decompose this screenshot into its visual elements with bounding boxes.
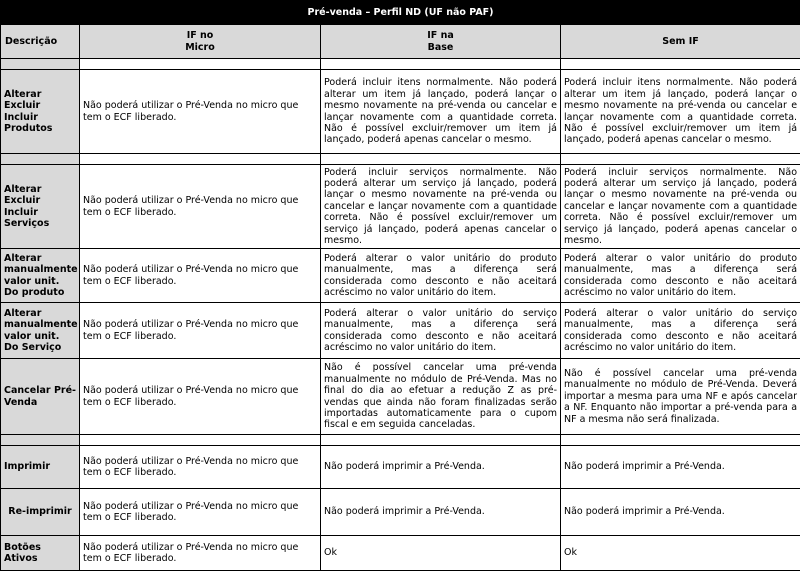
table-row	[1, 165, 800, 249]
header-if-micro	[80, 25, 321, 59]
spacer-cell	[1, 154, 80, 165]
cell-sem-if: Não é possível cancelar uma pré-venda manualmente no módulo de Pré-Venda. Deverá importar a mesma para uma NF e após cancelar a NF. Enquanto não importar a pré-venda para a NF a mesma não será finalizada.	[561, 359, 800, 435]
header-if-micro-line2: Micro	[185, 41, 215, 53]
spacer-cell	[80, 59, 321, 70]
spacer-row	[1, 154, 800, 165]
table-row	[1, 303, 800, 359]
row-label: Alterar Excluir Incluir Serviços	[1, 165, 80, 249]
spacer-cell	[321, 435, 561, 446]
row-label: Alterar Excluir Incluir Produtos	[1, 70, 80, 154]
header-if-micro-line1: IF no	[186, 30, 214, 42]
cell-if-base: Poderá alterar o valor unitário do serviço manualmente, mas a diferença será considerada como desconto e não aceitará acréscimo no valor unitário do item.	[321, 303, 561, 359]
row-label: Imprimir	[1, 446, 80, 489]
row-label: Alterar manualmente valor unit. Do Serviço	[1, 303, 80, 359]
spacer-cell	[1, 435, 80, 446]
cell-sem-if: Poderá incluir itens normalmente. Não poderá alterar um item já lançado, poderá lançar o mesmo novamente na pré-venda ou cancelar e lançar novamente com a quantidade correta. Não é possível excluir/remover um item já lançado, poderá apenas cancelar o mesmo.	[561, 70, 800, 154]
cell-sem-if: Não poderá imprimir a Pré-Venda.	[561, 446, 800, 489]
spacer-cell	[80, 435, 321, 446]
cell-if-base: Poderá alterar o valor unitário do produto manualmente, mas a diferença será considerada como desconto e não aceitará acréscimo no valor unitário do item.	[321, 249, 561, 303]
cell-if-micro: Não poderá utilizar o Pré-Venda no micro que tem o ECF liberado.	[80, 489, 321, 536]
cell-if-base: Não é possível cancelar uma pré-venda manualmente no módulo de Pré-Venda. Mas no final do dia ao efetuar a redução Z as pré-vendas que ainda não foram finalizadas serão importadas automaticamente para o cupom fiscal e em seguida canceladas.	[321, 359, 561, 435]
spacer-cell	[321, 154, 561, 165]
table-row	[1, 359, 800, 435]
spacer-cell	[1, 59, 80, 70]
header-if-base-line1: IF na	[427, 30, 454, 42]
table-row	[1, 249, 800, 303]
cell-sem-if: Ok	[561, 536, 800, 571]
cell-if-base: Não poderá imprimir a Pré-Venda.	[321, 446, 561, 489]
cell-if-micro: Não poderá utilizar o Pré-Venda no micro que tem o ECF liberado.	[80, 70, 321, 154]
table-title: Pré-venda – Perfil ND (UF não PAF)	[1, 1, 800, 25]
spacer-row	[1, 435, 800, 446]
table-row	[1, 446, 800, 489]
spacer-cell	[561, 59, 800, 70]
cell-if-base: Não poderá imprimir a Pré-Venda.	[321, 489, 561, 536]
spacer-cell	[561, 154, 800, 165]
cell-sem-if: Poderá alterar o valor unitário do serviço manualmente, mas a diferença será considerada como desconto e não aceitará acréscimo no valor unitário do item.	[561, 303, 800, 359]
cell-if-base: Poderá incluir serviços normalmente. Não poderá alterar um serviço já lançado, poderá lançar o mesmo novamente na pré-venda ou cancelar e lançar novamente com a quantidade correta. Não é possível excluir/remover um serviço já lançado, poderá apenas cancelar o mesmo.	[321, 165, 561, 249]
cell-sem-if: Poderá alterar o valor unitário do produto manualmente, mas a diferença será considerada como desconto e não aceitará acréscimo no valor unitário do item.	[561, 249, 800, 303]
row-label: Alterar manualmente valor unit. Do produto	[1, 249, 80, 303]
cell-if-base: Ok	[321, 536, 561, 571]
table-row	[1, 489, 800, 536]
row-label: Re-imprimir	[1, 489, 80, 536]
header-if-base-line2: Base	[427, 41, 454, 53]
cell-sem-if: Não poderá imprimir a Pré-Venda.	[561, 489, 800, 536]
spacer-cell	[321, 59, 561, 70]
header-if-base	[321, 25, 561, 59]
header-descricao: Descrição	[1, 25, 80, 59]
row-label: Cancelar Pré-Venda	[1, 359, 80, 435]
spacer-cell	[80, 154, 321, 165]
cell-if-micro: Não poderá utilizar o Pré-Venda no micro que tem o ECF liberado.	[80, 303, 321, 359]
header-row	[1, 25, 800, 59]
cell-if-micro: Não poderá utilizar o Pré-Venda no micro que tem o ECF liberado.	[80, 446, 321, 489]
cell-if-micro: Não poderá utilizar o Pré-Venda no micro que tem o ECF liberado.	[80, 249, 321, 303]
title-row	[1, 1, 800, 25]
row-label: Botões Ativos	[1, 536, 80, 571]
cell-if-micro: Não poderá utilizar o Pré-Venda no micro que tem o ECF liberado.	[80, 536, 321, 571]
cell-if-micro: Não poderá utilizar o Pré-Venda no micro que tem o ECF liberado.	[80, 165, 321, 249]
table-row	[1, 70, 800, 154]
cell-if-micro: Não poderá utilizar o Pré-Venda no micro que tem o ECF liberado.	[80, 359, 321, 435]
cell-if-base: Poderá incluir itens normalmente. Não poderá alterar um item já lançado, poderá lançar o mesmo novamente na pré-venda ou cancelar e lançar novamente com a quantidade correta. Não é possível excluir/remover um item já lançado, poderá apenas cancelar o mesmo.	[321, 70, 561, 154]
table-row	[1, 536, 800, 571]
spacer-row	[1, 59, 800, 70]
cell-sem-if: Poderá incluir serviços normalmente. Não poderá alterar um serviço já lançado, poderá lançar o mesmo novamente na pré-venda ou cancelar e lançar novamente com a quantidade correta. Não é possível excluir/remover um serviço já lançado, poderá apenas cancelar o mesmo.	[561, 165, 800, 249]
spacer-cell	[561, 435, 800, 446]
header-sem-if: Sem IF	[561, 25, 800, 59]
